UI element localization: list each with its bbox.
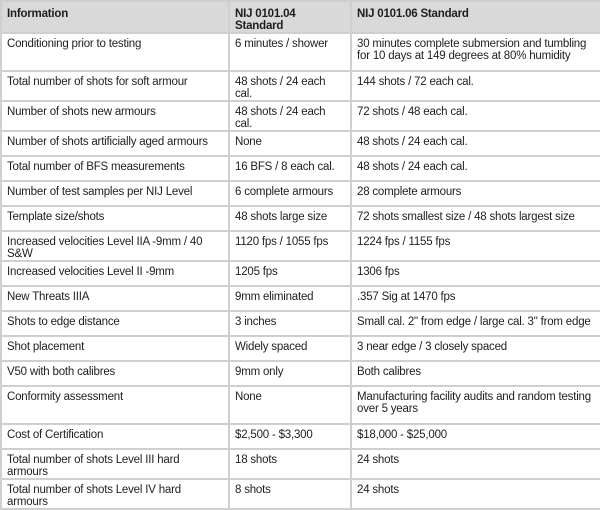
row-label: Total number of shots Level III hard armours [1,449,229,479]
table-row [1,131,600,156]
table-row [1,424,600,449]
row-label: Total number of BFS measurements [1,156,229,181]
table-row [1,101,600,131]
cell-0101-04: 8 shots [229,479,351,509]
cell-0101-06: 3 near edge / 3 closely spaced [351,336,600,361]
row-label: Number of test samples per NIJ Level [1,181,229,206]
cell-0101-06: 30 minutes complete submersion and tumbling for 10 days at 149 degrees at 80% humidity [351,33,600,71]
row-label: Conditioning prior to testing [1,33,229,71]
table-row [1,231,600,261]
header-information: Information [1,1,229,33]
cell-0101-06: 1306 fps [351,261,600,286]
cell-0101-04: 1205 fps [229,261,351,286]
cell-0101-04: 48 shots / 24 each cal. [229,101,351,131]
cell-0101-04: 6 minutes / shower [229,33,351,71]
table-row [1,156,600,181]
cell-0101-04: 3 inches [229,311,351,336]
table-row [1,71,600,101]
row-label: Total number of shots for soft armour [1,71,229,101]
table-row [1,311,600,336]
row-label: Shots to edge distance [1,311,229,336]
cell-0101-06: 28 complete armours [351,181,600,206]
cell-0101-04: 16 BFS / 8 each cal. [229,156,351,181]
table-row [1,336,600,361]
row-label: Template size/shots [1,206,229,231]
cell-0101-04: 48 shots large size [229,206,351,231]
table-row [1,33,600,71]
row-label: Cost of Certification [1,424,229,449]
table-header-row [1,1,600,33]
header-nij-0101-06: NIJ 0101.06 Standard [351,1,600,33]
cell-0101-04: 6 complete armours [229,181,351,206]
cell-0101-06: 1224 fps / 1155 fps [351,231,600,261]
table-row [1,286,600,311]
row-label: Total number of shots Level IV hard armours [1,479,229,509]
cell-0101-04: 9mm eliminated [229,286,351,311]
header-nij-0101-04: NIJ 0101.04 Standard [229,1,351,33]
table-row [1,261,600,286]
cell-0101-04: 9mm only [229,361,351,386]
cell-0101-06: .357 Sig at 1470 fps [351,286,600,311]
table-row [1,181,600,206]
table-row [1,449,600,479]
cell-0101-04: Widely spaced [229,336,351,361]
row-label: Conformity assessment [1,386,229,424]
cell-0101-06: 72 shots / 48 each cal. [351,101,600,131]
cell-0101-06: 48 shots / 24 each cal. [351,131,600,156]
cell-0101-04: None [229,131,351,156]
row-label: Shot placement [1,336,229,361]
row-label: Number of shots new armours [1,101,229,131]
cell-0101-06: Both calibres [351,361,600,386]
cell-0101-06: 72 shots smallest size / 48 shots largest size [351,206,600,231]
cell-0101-06: Manufacturing facility audits and random testing over 5 years [351,386,600,424]
cell-0101-06: 24 shots [351,479,600,509]
table-row [1,361,600,386]
row-label: Number of shots artificially aged armours [1,131,229,156]
row-label: Increased velocities Level II -9mm [1,261,229,286]
cell-0101-04: None [229,386,351,424]
cell-0101-04: 1120 fps / 1055 fps [229,231,351,261]
cell-0101-04: 48 shots / 24 each cal. [229,71,351,101]
table-row [1,206,600,231]
table-row [1,386,600,424]
row-label: Increased velocities Level IIA -9mm / 40 S&W [1,231,229,261]
row-label: V50 with both calibres [1,361,229,386]
cell-0101-06: 48 shots / 24 each cal. [351,156,600,181]
cell-0101-06: Small cal. 2" from edge / large cal. 3" from edge [351,311,600,336]
cell-0101-04: 18 shots [229,449,351,479]
cell-0101-06: 144 shots / 72 each cal. [351,71,600,101]
cell-0101-04: $2,500 - $3,300 [229,424,351,449]
table-row [1,479,600,509]
row-label: New Threats IIIA [1,286,229,311]
cell-0101-06: $18,000 - $25,000 [351,424,600,449]
cell-0101-06: 24 shots [351,449,600,479]
